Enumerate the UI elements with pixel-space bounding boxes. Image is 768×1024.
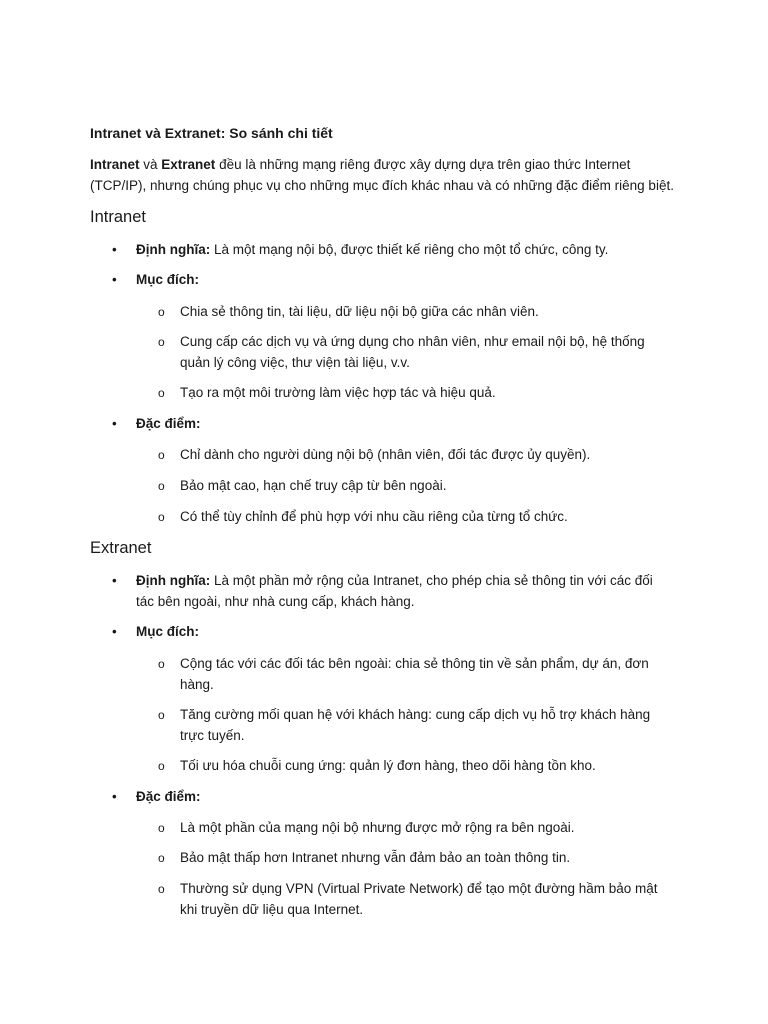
bullet-icon: • <box>112 416 117 431</box>
sub-bullet-icon: o <box>158 448 165 462</box>
features-label: Đặc điểm: <box>136 789 201 804</box>
intro-conjunction: và <box>139 157 162 172</box>
document-title: Intranet và Extranet: So sánh chi tiết <box>90 125 333 141</box>
sub-bullet-icon: o <box>158 305 165 319</box>
sub-bullet-icon: o <box>158 882 165 896</box>
sub-bullet-icon: o <box>158 510 165 524</box>
sub-item-text: Tăng cường mối quan hệ với khách hàng: cung cấp dịch vụ hỗ trợ khách hàng trực tuyến. <box>180 707 651 743</box>
sub-item-text: Chỉ dành cho người dùng nội bộ (nhân viên, đối tác được ủy quyền). <box>180 447 591 462</box>
sub-item-text: Tối ưu hóa chuỗi cung ứng: quản lý đơn hàng, theo dõi hàng tồn kho. <box>180 758 596 773</box>
features-label: Đặc điểm: <box>136 416 201 431</box>
sub-item-text: Bảo mật thấp hơn Intranet nhưng vẫn đảm bảo an toàn thông tin. <box>180 850 571 865</box>
sub-bullet-icon: o <box>158 479 165 493</box>
intro-paragraph <box>90 155 686 196</box>
definition-text: Là một phần mở rộng của Intranet, cho phép chia sẻ thông tin với các đối tác bên ngoài, như nhà cung cấp, khách hàng. <box>136 573 653 609</box>
intro-term-extranet: Extranet <box>161 157 216 172</box>
purpose-label: Mục đích: <box>136 272 199 287</box>
bullet-icon: • <box>112 789 117 804</box>
section-heading-intranet: Intranet <box>90 208 146 226</box>
definition-label: Định nghĩa: <box>136 242 211 257</box>
sub-bullet-icon: o <box>158 851 165 865</box>
sub-bullet-icon: o <box>158 335 165 349</box>
sub-bullet-icon: o <box>158 708 165 722</box>
bullet-icon: • <box>112 242 117 257</box>
sub-bullet-icon: o <box>158 657 165 671</box>
bullet-icon: • <box>112 272 117 287</box>
sub-item-text: Cộng tác với các đối tác bên ngoài: chia sẻ thông tin về sản phẩm, dự án, đơn hàng. <box>180 656 649 692</box>
sub-item-text: Là một phần của mạng nội bộ nhưng được mở rộng ra bên ngoài. <box>180 820 575 835</box>
intro-term-intranet: Intranet <box>90 157 140 172</box>
bullet-icon: • <box>112 573 117 588</box>
sub-item-text: Bảo mật cao, hạn chế truy cập từ bên ngoài. <box>180 478 447 493</box>
intro-text: đều là những mạng riêng được xây dựng dựa trên giao thức Internet (TCP/IP), nhưng chúng phục vụ cho những mục đích khác nhau và có những đặc điểm riêng biệt. <box>90 157 674 193</box>
sub-bullet-icon: o <box>158 386 165 400</box>
definition-text: Là một mạng nội bộ, được thiết kế riêng cho một tổ chức, công ty. <box>210 242 609 257</box>
sub-bullet-icon: o <box>158 821 165 835</box>
sub-item-text: Tạo ra một môi trường làm việc hợp tác và hiệu quả. <box>180 385 496 400</box>
sub-item-text: Chia sẻ thông tin, tài liệu, dữ liệu nội bộ giữa các nhân viên. <box>180 304 539 319</box>
sub-item-text: Có thể tùy chỉnh để phù hợp với nhu cầu riêng của từng tổ chức. <box>180 509 568 524</box>
purpose-label: Mục đích: <box>136 624 199 639</box>
definition-label: Định nghĩa: <box>136 573 211 588</box>
bullet-icon: • <box>112 624 117 639</box>
section-heading-extranet: Extranet <box>90 539 152 557</box>
sub-item-text: Cung cấp các dịch vụ và ứng dụng cho nhân viên, như email nội bộ, hệ thống quản lý công việc, thư viện tài liệu, v.v. <box>180 334 645 370</box>
sub-bullet-icon: o <box>158 759 165 773</box>
sub-item-text: Thường sử dụng VPN (Virtual Private Network) để tạo một đường hầm bảo mật khi truyền dữ liệu qua Internet. <box>180 881 658 917</box>
